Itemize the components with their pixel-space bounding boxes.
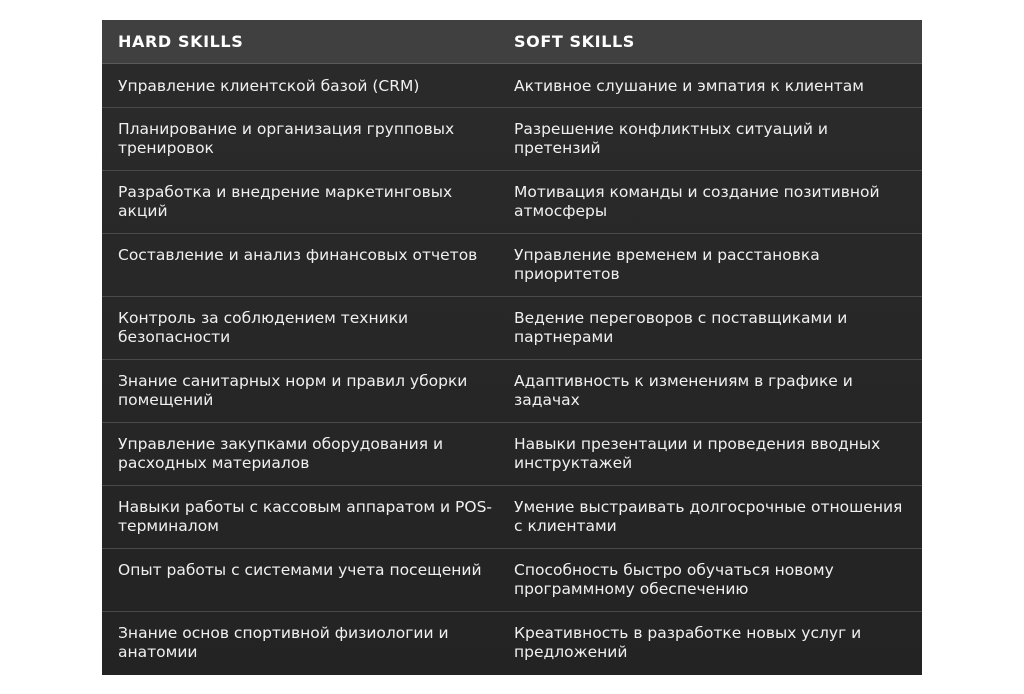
table-row [102,360,922,423]
soft-skill-cell: Креативность в разработке новых услуг и предложений [514,624,862,661]
table-row [102,612,922,675]
hard-skill-cell: Опыт работы с системами учета посещений [118,561,482,579]
table-row [102,171,922,234]
header-hard-skills: HARD SKILLS [118,32,244,51]
table-row [102,486,922,549]
hard-skill-cell: Составление и анализ финансовых отчетов [118,246,478,264]
table-row [102,108,922,171]
table-row [102,64,922,108]
hard-skill-cell: Планирование и организация групповых тренировок [118,120,455,157]
table-row [102,549,922,612]
table-row [102,297,922,360]
hard-skill-cell: Разработка и внедрение маркетинговых акций [118,183,453,220]
soft-skill-cell: Умение выстраивать долгосрочные отношения с клиентами [514,498,903,535]
hard-skill-cell: Контроль за соблюдением техники безопасности [118,309,409,346]
header-soft-skills: SOFT SKILLS [514,32,635,51]
soft-skill-cell: Навыки презентации и проведения вводных инструктажей [514,435,881,472]
soft-skill-cell: Мотивация команды и создание позитивной атмосферы [514,183,880,220]
soft-skill-cell: Управление временем и расстановка приоритетов [514,246,820,283]
soft-skill-cell: Разрешение конфликтных ситуаций и претензий [514,120,828,157]
soft-skill-cell: Адаптивность к изменениям в графике и задачах [514,372,853,409]
soft-skill-cell: Способность быстро обучаться новому программному обеспечению [514,561,834,598]
table-row [102,423,922,486]
soft-skill-cell: Ведение переговоров с поставщиками и партнерами [514,309,848,346]
hard-skill-cell: Знание санитарных норм и правил уборки помещений [118,372,468,409]
table-header-row [102,20,922,64]
skills-table [102,20,922,675]
hard-skill-cell: Управление закупками оборудования и расходных материалов [118,435,444,472]
soft-skill-cell: Активное слушание и эмпатия к клиентам [514,77,864,95]
hard-skill-cell: Навыки работы с кассовым аппаратом и POS-терминалом [118,498,493,535]
hard-skill-cell: Управление клиентской базой (CRM) [118,77,420,95]
table-row [102,234,922,297]
hard-skill-cell: Знание основ спортивной физиологии и анатомии [118,624,449,661]
